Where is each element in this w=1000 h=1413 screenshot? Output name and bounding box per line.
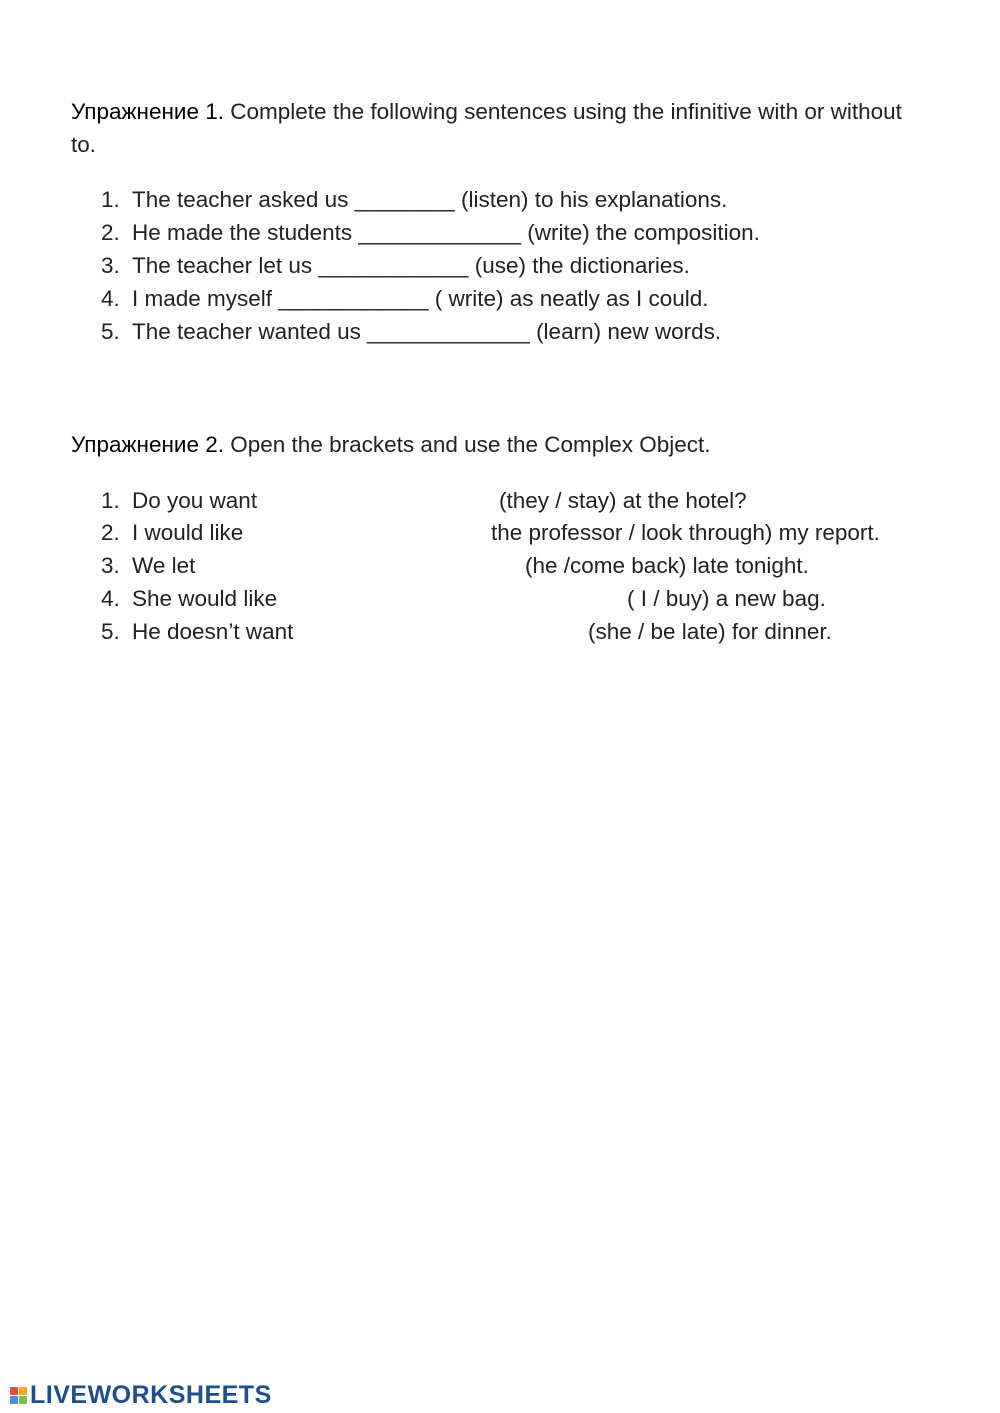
- item-sentence-start: I would like: [132, 520, 244, 545]
- liveworksheets-logo: [10, 1382, 272, 1408]
- exercise-1-heading: [71, 95, 931, 161]
- logo-text: LIVEWORKSHEETS: [30, 1380, 272, 1409]
- item-sentence-start: He doesn’t want: [132, 619, 294, 644]
- item-sentence-end: the professor / look through) my report.: [491, 520, 880, 545]
- logo-square: [10, 1396, 18, 1404]
- exercise-2-heading: [71, 428, 931, 461]
- item-number: 1.: [101, 187, 120, 212]
- exercise-2-label: Упражнение 2.: [71, 432, 225, 457]
- item-sentence-start: We let: [132, 553, 196, 578]
- item-sentence: I made myself ____________ ( write) as neatly as I could.: [132, 286, 709, 311]
- item-number: 4.: [101, 286, 120, 311]
- exercise-2-instruction: Open the brackets and use the Complex Object.: [224, 432, 711, 457]
- item-number: 4.: [101, 586, 120, 611]
- item-sentence-end: (she / be late) for dinner.: [588, 619, 832, 644]
- item-sentence-end: (they / stay) at the hotel?: [499, 488, 747, 513]
- item-sentence: He made the students _____________ (write) the composition.: [132, 220, 760, 245]
- item-number: 5.: [101, 319, 120, 344]
- item-number: 2.: [101, 520, 120, 545]
- item-sentence: The teacher wanted us _____________ (learn) new words.: [132, 319, 722, 344]
- item-number: 5.: [101, 619, 120, 644]
- item-number: 2.: [101, 220, 120, 245]
- exercise-1-label: Упражнение 1.: [71, 99, 225, 124]
- item-number: 1.: [101, 488, 120, 513]
- logo-square: [19, 1387, 27, 1395]
- logo-icon: [10, 1387, 27, 1404]
- item-sentence: The teacher let us ____________ (use) the dictionaries.: [132, 253, 690, 278]
- item-sentence-start: She would like: [132, 586, 278, 611]
- item-number: 3.: [101, 553, 120, 578]
- logo-square: [10, 1387, 18, 1395]
- item-sentence-end: (he /come back) late tonight.: [525, 553, 809, 578]
- logo-square: [19, 1396, 27, 1404]
- item-sentence: The teacher asked us ________ (listen) to his explanations.: [132, 187, 728, 212]
- exercise-1-instruction: Complete the following sentences using the infinitive with or without to.: [71, 99, 902, 157]
- item-number: 3.: [101, 253, 120, 278]
- item-sentence-end: ( I / buy) a new bag.: [627, 586, 826, 611]
- item-sentence-start: Do you want: [132, 488, 258, 513]
